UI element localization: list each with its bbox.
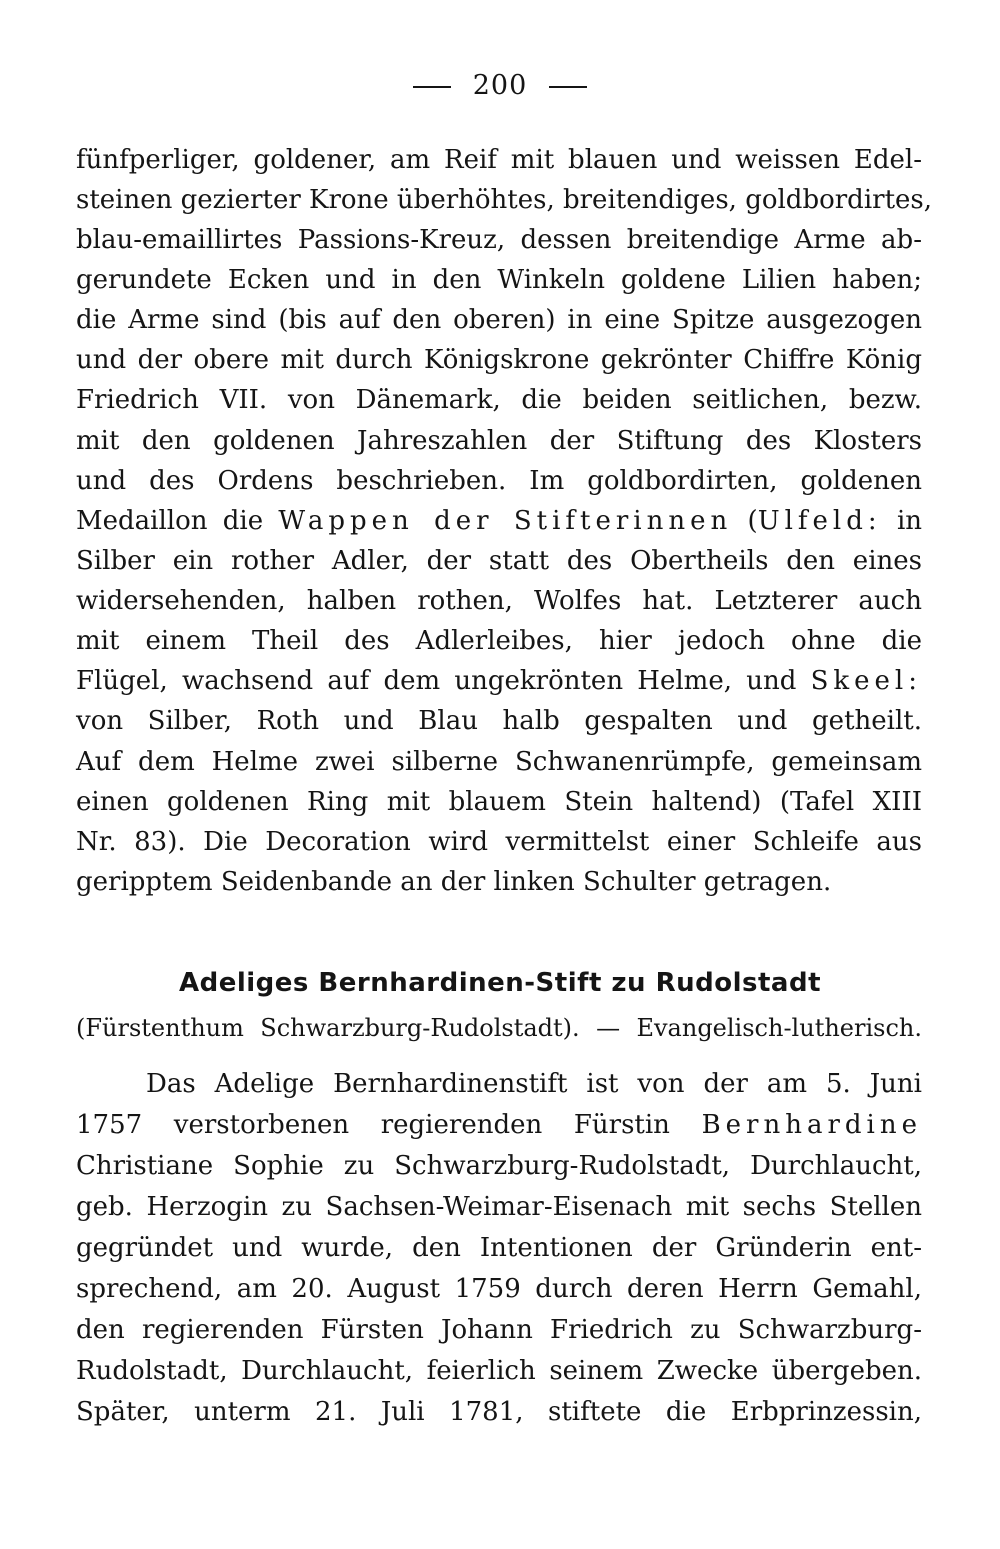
text-line: geb. Herzogin zu Sachsen-Weimar-Eisenach mit sechs Stellen (76, 1192, 922, 1222)
text-fragment: ( (732, 506, 758, 536)
text-line (76, 661, 922, 701)
text-line: Später, unterm 21. Juli 1781, stiftete die Erbprinzessin, (76, 1397, 922, 1427)
text-line: von Silber, Roth und Blau halb gespalten und getheilt. (76, 706, 922, 736)
text-line: Nr. 83). Die Decoration wird vermittelst einer Schleife aus (76, 827, 922, 857)
text-line: sprechend, am 20. August 1759 durch deren Herrn Gemahl, (76, 1274, 922, 1304)
spaced-term-ulfeld: Ulfeld: (757, 506, 882, 536)
section-heading: Adeliges Bernhardinen-Stift zu Rudolstadt (178, 968, 822, 998)
text-line: Rudolstadt, Durchlaucht, feierlich seinem Zwecke übergeben. (76, 1356, 922, 1386)
text-line: steinen gezierter Krone überhöhtes, breitendiges, goldbordirtes, (76, 185, 933, 215)
text-line: den regierenden Fürsten Johann Friedrich zu Schwarzburg- (76, 1315, 922, 1345)
page-number-value: 200 (472, 70, 528, 101)
text-line: geripptem Seidenbande an der linken Schulter getragen. (76, 867, 832, 897)
section-subheading: (Fürstenthum Schwarzburg-Rudolstadt). — Evangelisch-lutherisch. (76, 1014, 922, 1042)
text-line (76, 501, 922, 541)
text-line: Das Adelige Bernhardinenstift ist von der am 5. Juni (146, 1069, 922, 1099)
text-line: und der obere mit durch Königskrone gekrönter Chiffre König (76, 345, 922, 375)
spaced-term-bernhardine: Bernhardine (701, 1110, 922, 1140)
text-fragment: in (881, 506, 923, 536)
text-line: mit den goldenen Jahreszahlen der Stiftung des Klosters (76, 426, 922, 456)
text-fragment: 1757 verstorbenen regierenden Fürstin (76, 1110, 702, 1140)
text-line: Christiane Sophie zu Schwarzburg-Rudolstadt, Durchlaucht, (76, 1151, 922, 1181)
text-line: gegründet und wurde, den Intentionen der Gründerin ent- (76, 1233, 922, 1263)
text-line: Auf dem Helme zwei silberne Schwanenrümpfe, gemeinsam (76, 747, 922, 777)
page-number-dash-left (413, 86, 451, 88)
text-line: und des Ordens beschrieben. Im goldbordirten, goldenen (76, 466, 922, 496)
text-line: blau-emaillirtes Passions-Kreuz, dessen breitendige Arme ab- (76, 225, 922, 255)
text-line (76, 1105, 922, 1145)
text-line: Friedrich VII. von Dänemark, die beiden seitlichen, bezw. (76, 385, 922, 415)
text-fragment: Medaillon die (76, 506, 279, 536)
text-line: widersehenden, halben rothen, Wolfes hat. Letzterer auch (76, 586, 922, 616)
text-line: die Arme sind (bis auf den oberen) in eine Spitze ausgezogen (76, 305, 922, 335)
text-line: Silber ein rother Adler, der statt des Obertheils den eines (76, 546, 922, 576)
page-number-dash-right (549, 86, 587, 88)
text-line: gerundete Ecken und in den Winkeln goldene Lilien haben; (76, 265, 922, 295)
text-line: einen goldenen Ring mit blauem Stein haltend) (Tafel XIII (76, 787, 922, 817)
spaced-term-stifterinnen: Wappen der Stifterinnen (278, 506, 733, 536)
text-fragment: Flügel, wachsend auf dem ungekrönten Helme, und (76, 666, 811, 696)
page-number (0, 70, 1000, 101)
spaced-term-skeel: Skeel: (810, 666, 922, 696)
text-line: mit einem Theil des Adlerleibes, hier jedoch ohne die (76, 626, 922, 656)
text-line: fünfperliger, goldener, am Reif mit blauen und weissen Edel- (76, 145, 922, 175)
